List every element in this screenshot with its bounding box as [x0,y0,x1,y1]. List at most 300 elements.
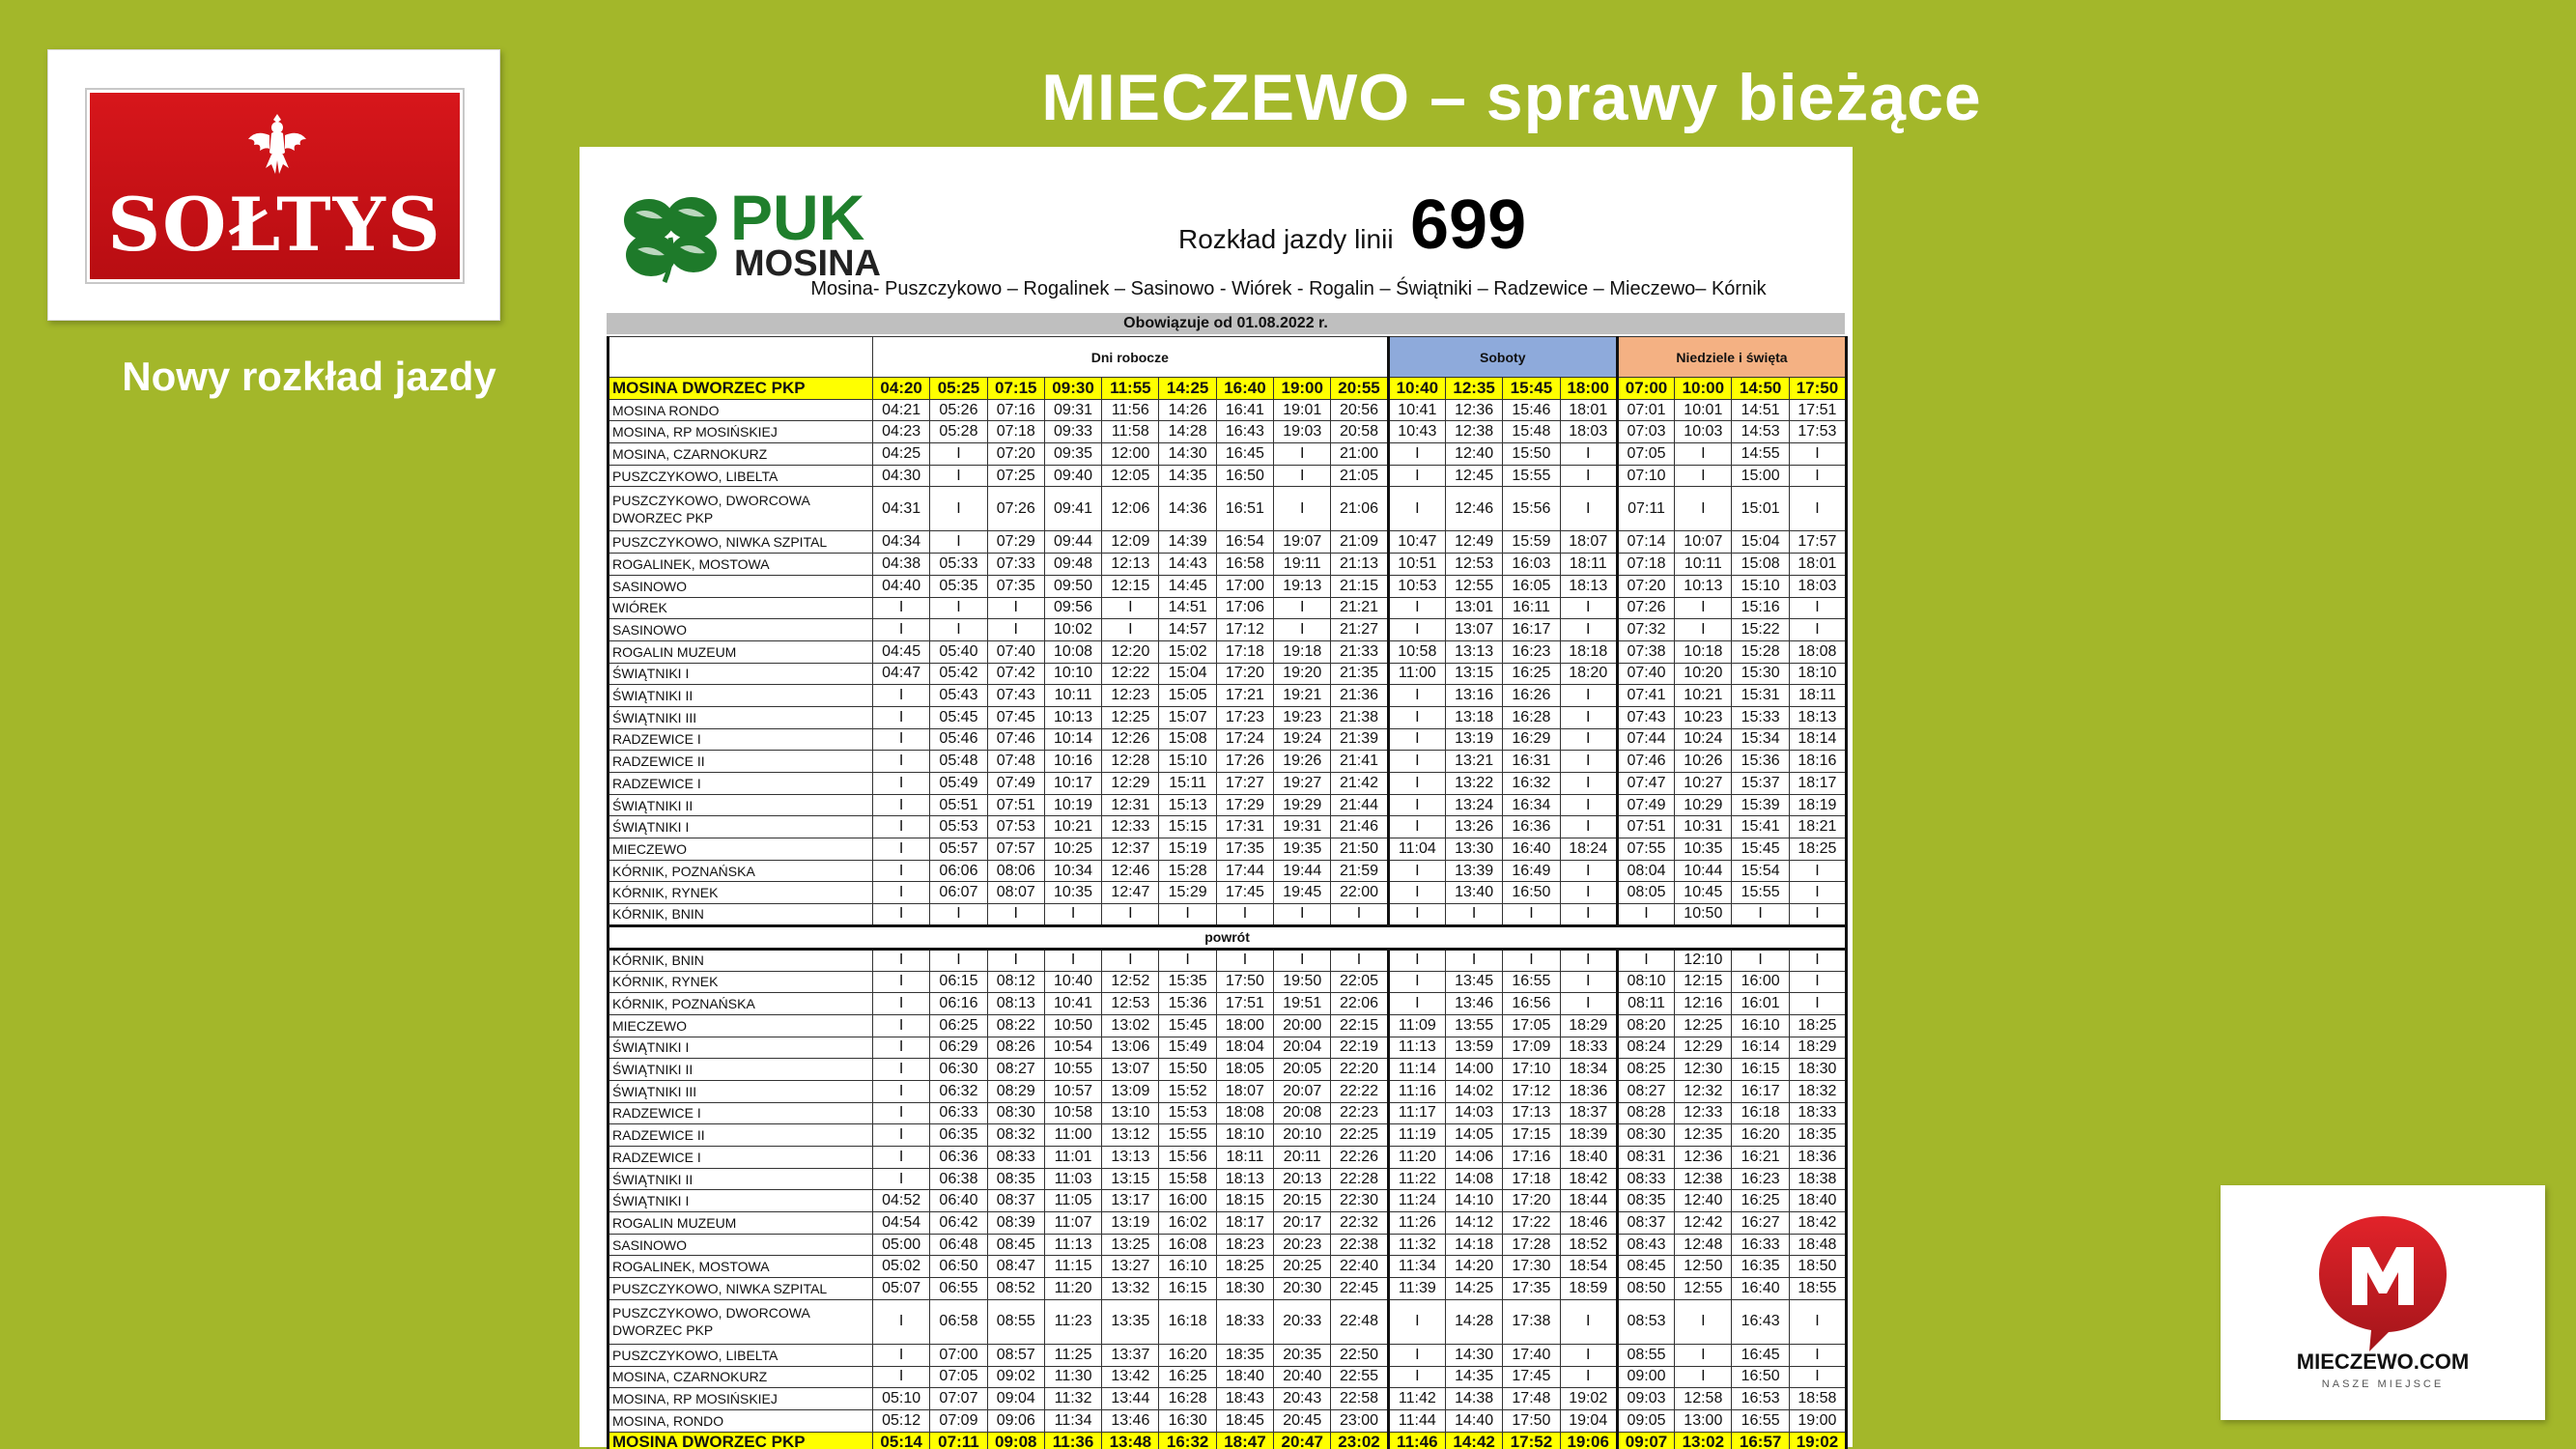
departure-time: I [1560,904,1617,926]
departure-time: I [1388,751,1445,773]
stop-name: SASINOWO [609,619,873,641]
departure-time: 16:45 [1732,1344,1789,1366]
departure-time: 20:25 [1274,1256,1331,1278]
line-number: 699 [1410,186,1527,264]
stop-name: RADZEWICE II [609,751,873,773]
departure-time: I [1560,860,1617,882]
departure-time: 09:35 [1044,443,1101,466]
departure-time: I [1560,487,1617,531]
departure-time: I [1388,597,1445,619]
departure-time: 12:31 [1102,794,1159,816]
departure-time: 12:38 [1445,421,1502,443]
departure-time: 07:44 [1617,728,1674,751]
departure-time: I [1675,465,1732,487]
departure-time: 16:17 [1732,1080,1789,1102]
departure-time: 14:55 [1732,443,1789,466]
departure-time: 13:22 [1445,773,1502,795]
departure-time: 16:58 [1216,554,1273,576]
departure-time: 18:16 [1789,751,1846,773]
departure-time: 11:13 [1388,1037,1445,1059]
departure-time: 14:50 [1732,378,1789,400]
departure-time: 18:20 [1560,663,1617,685]
departure-time: 16:27 [1732,1212,1789,1235]
departure-time: I [1789,465,1846,487]
departure-time: 14:10 [1445,1190,1502,1212]
departure-time: 18:35 [1789,1124,1846,1147]
group-weekday: Dni robocze [873,337,1389,378]
departure-time: 10:03 [1675,421,1732,443]
departure-time: 16:40 [1732,1278,1789,1300]
departure-time: 11:20 [1388,1147,1445,1169]
mieczewo-brand: MIECZEWO.COM [2296,1350,2470,1374]
departure-time: 18:11 [1560,554,1617,576]
departure-time: 18:29 [1789,1037,1846,1059]
timetable-table [607,336,1848,1449]
departure-time: 17:20 [1503,1190,1560,1212]
departure-time: 14:20 [1445,1256,1502,1278]
departure-time: 16:35 [1732,1256,1789,1278]
departure-time: 18:33 [1216,1299,1273,1344]
departure-time: 06:29 [930,1037,987,1059]
departure-time: 13:07 [1102,1059,1159,1081]
departure-time: 18:11 [1216,1147,1273,1169]
stop-name: MOSINA DWORZEC PKP [609,1432,873,1449]
table-row [609,1212,1847,1235]
departure-time: 07:55 [1617,838,1674,861]
departure-time: 12:50 [1675,1256,1732,1278]
departure-time: 13:10 [1102,1102,1159,1124]
departure-time: 08:06 [987,860,1044,882]
departure-time: I [873,993,930,1015]
departure-time: 15:34 [1732,728,1789,751]
departure-time: 14:39 [1159,531,1216,554]
departure-time: 17:50 [1789,378,1846,400]
table-row [609,728,1847,751]
departure-time: 14:02 [1445,1080,1502,1102]
departure-time: 16:40 [1216,378,1273,400]
departure-time: I [1560,993,1617,1015]
departure-time: 16:18 [1732,1102,1789,1124]
table-row [609,838,1847,861]
departure-time: 18:01 [1560,399,1617,421]
departure-time: I [1388,971,1445,993]
departure-time: 19:02 [1560,1388,1617,1410]
departure-time: 15:10 [1159,751,1216,773]
departure-time: I [1388,794,1445,816]
departure-time: 18:05 [1216,1059,1273,1081]
departure-time: I [1732,904,1789,926]
departure-time: 15:45 [1503,378,1560,400]
departure-time: 14:51 [1159,597,1216,619]
departure-time: 08:26 [987,1037,1044,1059]
departure-time: 18:21 [1789,816,1846,838]
departure-time: 14:30 [1445,1344,1502,1366]
departure-time: 19:18 [1274,640,1331,663]
departure-time: 19:00 [1789,1409,1846,1432]
departure-time: 16:57 [1732,1432,1789,1449]
table-row [609,1037,1847,1059]
departure-time: 10:17 [1044,773,1101,795]
departure-time: I [873,1299,930,1344]
departure-time: I [1560,816,1617,838]
departure-time: 18:50 [1789,1256,1846,1278]
departure-time: I [1560,773,1617,795]
departure-time: I [1331,904,1388,926]
departure-time: 07:07 [930,1388,987,1410]
departure-time: 10:26 [1675,751,1732,773]
departure-time: 19:01 [1274,399,1331,421]
departure-time: 19:35 [1274,838,1331,861]
departure-time: 04:45 [873,640,930,663]
stop-name: PUSZCZYKOWO, LIBELTA [609,465,873,487]
departure-time: 16:11 [1503,597,1560,619]
departure-time: 10:50 [1044,1014,1101,1037]
departure-time: 10:23 [1675,706,1732,728]
departure-time: 15:54 [1732,860,1789,882]
departure-time: 11:34 [1388,1256,1445,1278]
departure-time: 12:38 [1675,1168,1732,1190]
departure-time: 10:55 [1044,1059,1101,1081]
departure-time: 08:43 [1617,1234,1674,1256]
departure-time: 14:18 [1445,1234,1502,1256]
departure-time: 10:57 [1044,1080,1101,1102]
departure-time: 17:51 [1216,993,1273,1015]
departure-time: I [930,904,987,926]
departure-time: 07:51 [1617,816,1674,838]
table-row [609,816,1847,838]
departure-time: 21:38 [1331,706,1388,728]
departure-time: 07:11 [930,1432,987,1449]
departure-time: 20:35 [1274,1344,1331,1366]
departure-time: I [1789,904,1846,926]
departure-time: 17:35 [1503,1278,1560,1300]
departure-time: 12:48 [1675,1234,1732,1256]
table-row [609,1234,1847,1256]
departure-time: 07:15 [987,378,1044,400]
departure-time: I [873,882,930,904]
table-row [609,904,1847,926]
departure-time: 14:38 [1445,1388,1502,1410]
departure-time: 22:28 [1331,1168,1388,1190]
departure-time: 05:49 [930,773,987,795]
departure-time: 15:55 [1732,882,1789,904]
departure-time: I [873,1080,930,1102]
departure-time: 13:48 [1102,1432,1159,1449]
departure-time: 13:32 [1102,1278,1159,1300]
departure-time: 07:14 [1617,531,1674,554]
stop-name: MOSINA, RP MOSIŃSKIEJ [609,421,873,443]
departure-time: 16:21 [1732,1147,1789,1169]
departure-time: 08:22 [987,1014,1044,1037]
departure-time: 05:42 [930,663,987,685]
departure-time: 09:08 [987,1432,1044,1449]
stop-name: ŚWIĄTNIKI I [609,1037,873,1059]
departure-time: 14:36 [1159,487,1216,531]
departure-time: 14:28 [1159,421,1216,443]
departure-time: 21:59 [1331,860,1388,882]
table-row [609,1278,1847,1300]
departure-time: 15:36 [1732,751,1789,773]
departure-time: 13:12 [1102,1124,1159,1147]
departure-time: 09:40 [1044,465,1101,487]
departure-time: 13:42 [1102,1366,1159,1388]
departure-time: 09:33 [1044,421,1101,443]
departure-time: 13:25 [1102,1234,1159,1256]
departure-time: 15:04 [1159,663,1216,685]
departure-time: 10:53 [1388,575,1445,597]
departure-time: 21:41 [1331,751,1388,773]
departure-time: 07:05 [930,1366,987,1388]
departure-time: 16:18 [1159,1299,1216,1344]
departure-time: 18:18 [1560,640,1617,663]
departure-time: 06:42 [930,1212,987,1235]
departure-time: I [1388,487,1445,531]
departure-time: I [1789,487,1846,531]
departure-time: 19:21 [1274,685,1331,707]
table-row [609,443,1847,466]
departure-time: 17:45 [1503,1366,1560,1388]
departure-time: 22:50 [1331,1344,1388,1366]
departure-time: 17:23 [1216,706,1273,728]
departure-time: 05:40 [930,640,987,663]
departure-time: 20:43 [1274,1388,1331,1410]
departure-time: I [1388,949,1445,971]
departure-time: 18:07 [1216,1080,1273,1102]
departure-time: 16:36 [1503,816,1560,838]
departure-time: 20:15 [1274,1190,1331,1212]
departure-time: 13:02 [1675,1432,1732,1449]
departure-time: 18:08 [1216,1102,1273,1124]
departure-time: I [1388,619,1445,641]
departure-time: 16:20 [1732,1124,1789,1147]
departure-time: 17:35 [1216,838,1273,861]
departure-time: 17:51 [1789,399,1846,421]
departure-time: 07:00 [930,1344,987,1366]
departure-time: 18:10 [1789,663,1846,685]
departure-time: 17:29 [1216,794,1273,816]
departure-time: 11:42 [1388,1388,1445,1410]
departure-time: 15:29 [1159,882,1216,904]
departure-time: 21:50 [1331,838,1388,861]
departure-time: I [1274,465,1331,487]
departure-time: 22:06 [1331,993,1388,1015]
departure-time: 15:53 [1159,1102,1216,1124]
departure-time: 11:30 [1044,1366,1101,1388]
departure-time: 12:25 [1102,706,1159,728]
departure-time: 13:59 [1445,1037,1502,1059]
stop-name: WIÓREK [609,597,873,619]
departure-time: 14:12 [1445,1212,1502,1235]
departure-time: 12:46 [1102,860,1159,882]
departure-time: 15:28 [1732,640,1789,663]
departure-time: 20:58 [1331,421,1388,443]
departure-time: 16:50 [1732,1366,1789,1388]
departure-time: I [1503,949,1560,971]
departure-time: 13:13 [1102,1147,1159,1169]
departure-time: 12:23 [1102,685,1159,707]
stop-name: RADZEWICE I [609,773,873,795]
departure-time: 21:27 [1331,619,1388,641]
departure-time: 10:21 [1675,685,1732,707]
departure-time: 06:40 [930,1190,987,1212]
departure-time: 19:13 [1274,575,1331,597]
departure-time: 09:02 [987,1366,1044,1388]
departure-time: 08:11 [1617,993,1674,1015]
departure-time: 21:15 [1331,575,1388,597]
departure-time: 08:24 [1617,1037,1674,1059]
page-title: MIECZEWO – sprawy bieżące [1041,61,1982,134]
departure-time: 08:32 [987,1124,1044,1147]
departure-time: 12:35 [1445,378,1502,400]
departure-time: 20:47 [1274,1432,1331,1449]
departure-time: 16:23 [1503,640,1560,663]
departure-time: 22:32 [1331,1212,1388,1235]
departure-time: 10:31 [1675,816,1732,838]
departure-time: I [1560,706,1617,728]
departure-time: 18:01 [1789,554,1846,576]
departure-time: 07:46 [987,728,1044,751]
departure-time: I [930,531,987,554]
departure-time: I [1503,904,1560,926]
timetable-heading-label: Rozkład jazdy linii [1178,224,1394,254]
departure-time: 17:40 [1503,1344,1560,1366]
stop-name: RADZEWICE II [609,1124,873,1147]
departure-time: 18:23 [1216,1234,1273,1256]
departure-time: 10:24 [1675,728,1732,751]
departure-time: 17:28 [1503,1234,1560,1256]
departure-time: 18:42 [1789,1212,1846,1235]
departure-time: 09:05 [1617,1409,1674,1432]
departure-time: 07:16 [987,399,1044,421]
departure-time: 16:15 [1159,1278,1216,1300]
departure-time: 17:50 [1503,1409,1560,1432]
departure-time: 08:30 [1617,1124,1674,1147]
departure-time: 21:44 [1331,794,1388,816]
timetable-sheet [580,147,1853,1447]
departure-time: 17:53 [1789,421,1846,443]
departure-time: 16:17 [1503,619,1560,641]
departure-time: 12:00 [1102,443,1159,466]
departure-time: 18:33 [1789,1102,1846,1124]
timetable-heading [1178,185,1565,263]
departure-time: 13:46 [1102,1409,1159,1432]
departure-time: 15:19 [1159,838,1216,861]
table-row [609,751,1847,773]
departure-time: 19:04 [1560,1409,1617,1432]
departure-time: 08:27 [987,1059,1044,1081]
departure-time: I [873,1147,930,1169]
departure-time: 18:00 [1560,378,1617,400]
departure-time: 18:32 [1789,1080,1846,1102]
departure-time: 20:45 [1274,1409,1331,1432]
departure-time: 16:02 [1159,1212,1216,1235]
departure-time: 08:29 [987,1080,1044,1102]
departure-time: 09:50 [1044,575,1101,597]
departure-time: 10:18 [1675,640,1732,663]
departure-time: 13:15 [1102,1168,1159,1190]
departure-time: 13:18 [1445,706,1502,728]
departure-time: I [1388,860,1445,882]
table-row [609,773,1847,795]
departure-time: 15:16 [1732,597,1789,619]
departure-time: 04:47 [873,663,930,685]
departure-time: I [1388,882,1445,904]
departure-time: 22:22 [1331,1080,1388,1102]
departure-time: 09:00 [1617,1366,1674,1388]
departure-time: 16:15 [1732,1059,1789,1081]
departure-time: I [873,1168,930,1190]
return-section-row [609,925,1847,949]
departure-time: 10:14 [1044,728,1101,751]
departure-time: I [873,1014,930,1037]
departure-time: 18:48 [1789,1234,1846,1256]
departure-time: 18:47 [1216,1432,1273,1449]
departure-time: 11:19 [1388,1124,1445,1147]
departure-time: 04:34 [873,531,930,554]
stop-name: MOSINA, CZARNOKURZ [609,1366,873,1388]
departure-time: 09:30 [1044,378,1101,400]
departure-time: 21:33 [1331,640,1388,663]
departure-time: 10:27 [1675,773,1732,795]
departure-time: 15:05 [1159,685,1216,707]
departure-time: 16:31 [1503,751,1560,773]
departure-time: I [1388,993,1445,1015]
departure-time: 14:28 [1445,1299,1502,1344]
departure-time: 04:54 [873,1212,930,1235]
departure-time: 11:25 [1044,1344,1101,1366]
departure-time: 05:10 [873,1388,930,1410]
departure-time: 07:25 [987,465,1044,487]
table-row [609,971,1847,993]
departure-time: 17:50 [1216,971,1273,993]
departure-time: 07:18 [1617,554,1674,576]
departure-time: 10:45 [1675,882,1732,904]
departure-time: I [1675,1299,1732,1344]
table-row [609,1190,1847,1212]
departure-time: 10:51 [1388,554,1445,576]
departure-time: 21:00 [1331,443,1388,466]
departure-time: 10:50 [1675,904,1732,926]
departure-time: 18:07 [1560,531,1617,554]
departure-time: I [1560,728,1617,751]
departure-time: 11:46 [1388,1432,1445,1449]
departure-time: 15:02 [1159,640,1216,663]
departure-time: 05:57 [930,838,987,861]
departure-time: 08:33 [987,1147,1044,1169]
departure-time: 11:32 [1388,1234,1445,1256]
departure-time: 05:02 [873,1256,930,1278]
departure-time: 15:10 [1732,575,1789,597]
departure-time: I [1274,949,1331,971]
departure-time: I [1789,1299,1846,1344]
departure-time: 18:29 [1560,1014,1617,1037]
departure-time: I [1388,728,1445,751]
departure-time: I [930,443,987,466]
departure-time: 17:26 [1216,751,1273,773]
departure-time: 17:38 [1503,1299,1560,1344]
departure-time: 17:57 [1789,531,1846,554]
departure-time: 16:34 [1503,794,1560,816]
stop-name: ŚWIĄTNIKI III [609,1080,873,1102]
departure-time: 07:03 [1617,421,1674,443]
departure-time: I [1388,465,1445,487]
departure-time: I [873,1344,930,1366]
departure-time: 12:33 [1102,816,1159,838]
departure-time: 16:51 [1216,487,1273,531]
table-row [609,575,1847,597]
departure-time: 15:08 [1159,728,1216,751]
departure-time: 09:04 [987,1388,1044,1410]
